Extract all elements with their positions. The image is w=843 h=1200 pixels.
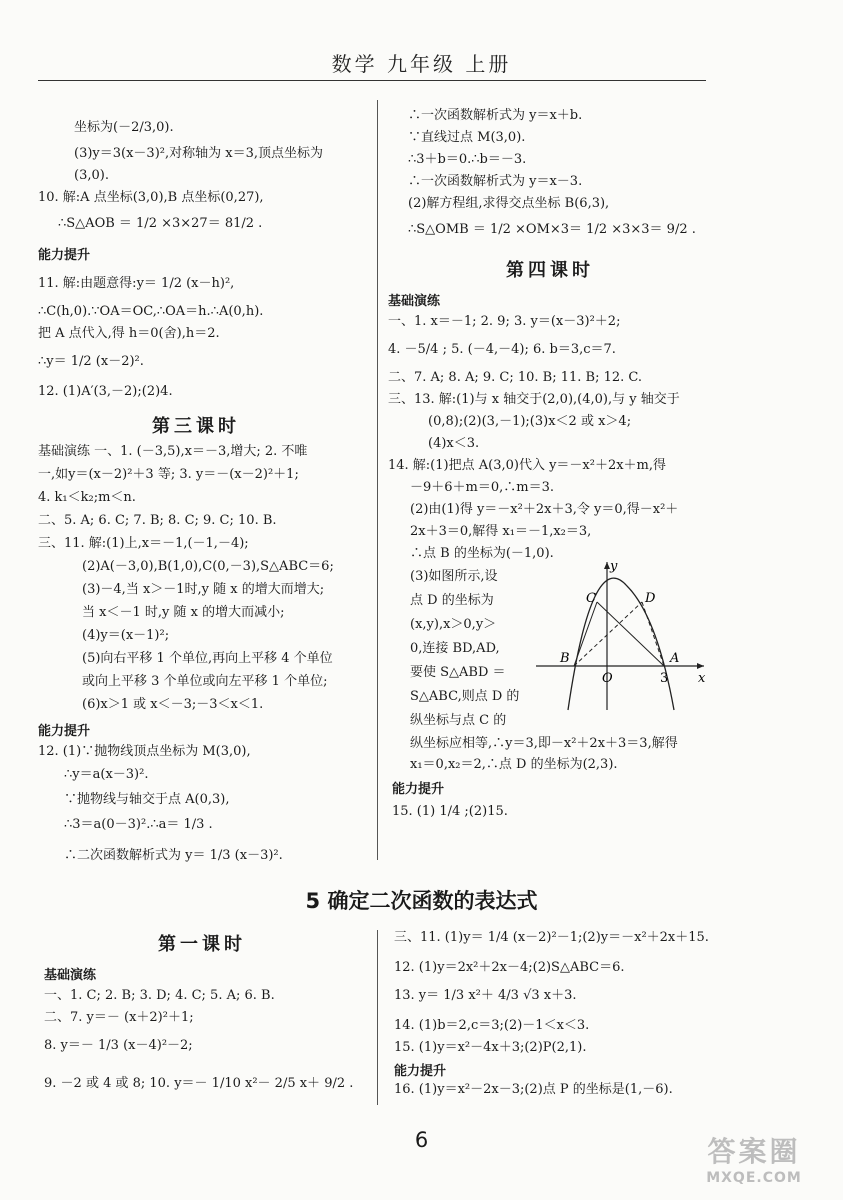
watermark-line-2: MXQE.COM bbox=[706, 1170, 802, 1186]
right-line-8: 4. －5/4 ; 5. (－4,－4); 6. b＝3,c＝7. bbox=[388, 342, 616, 357]
right-line-4: ∴一次函数解析式为 y＝x－3. bbox=[408, 174, 583, 189]
label-b: B bbox=[560, 651, 570, 666]
s5-left-line-3: 8. y＝－ 1/3 (x－4)²－2; bbox=[44, 1038, 193, 1053]
right-line-6: ∴S△OMB ＝ 1/2 ×OM×3＝ 1/2 ×3×3＝ 9/2 . bbox=[408, 222, 696, 237]
left-line-17: (3)－4,当 x＞－1时,y 随 x 的增大而增大; bbox=[82, 582, 325, 597]
s5-right-line-1: 三、11. (1)y＝ 1/4 (x－2)²－1;(2)y＝－x²＋2x＋15. bbox=[394, 930, 709, 945]
label-y: y bbox=[610, 559, 618, 574]
right-line-13: 14. 解:(1)把点 A(3,0)代入 y＝－x²＋2x＋m,得 bbox=[388, 458, 667, 473]
label-a: A bbox=[670, 651, 680, 666]
label-three: 3 bbox=[660, 671, 669, 686]
s5-left-line-1: 一、1. C; 2. B; 3. D; 4. C; 5. A; 6. B. bbox=[44, 988, 275, 1003]
left-line-27: ∴二次函数解析式为 y＝ 1/3 (x－3)². bbox=[64, 848, 283, 863]
right-line-11: (0,8);(2)(3,－1);(3)x＜2 或 x＞4; bbox=[428, 414, 632, 429]
page-header-title: 数学 九年级 上册 bbox=[331, 52, 512, 76]
right-line-21: 0,连接 BD,AD, bbox=[410, 641, 500, 656]
segment-da bbox=[642, 602, 664, 666]
left-line-1: 坐标为(－2/3,0). bbox=[74, 120, 174, 135]
left-line-14: 二、5. A; 6. C; 7. B; 8. C; 9. C; 10. B. bbox=[38, 513, 277, 528]
page-number: 6 bbox=[414, 1128, 429, 1152]
header-rule bbox=[38, 80, 706, 81]
section5-left-sub: 基础演练 bbox=[44, 968, 97, 983]
right-line-15: (2)由(1)得 y＝－x²＋2x＋3,令 y＝0,得－x²＋ bbox=[410, 502, 679, 517]
label-o: O bbox=[602, 671, 613, 686]
s5-right-line-2: 12. (1)y＝2x²＋2x－4;(2)S△ABC＝6. bbox=[394, 960, 625, 975]
right-sub-basic: 基础演练 bbox=[388, 294, 441, 309]
label-x: x bbox=[698, 671, 706, 686]
left-line-8: 把 A 点代入,得 h＝0(舍),h＝2. bbox=[38, 326, 220, 341]
right-line-9: 二、7. A; 8. A; 9. C; 10. B; 11. B; 12. C. bbox=[388, 370, 643, 385]
right-line-10: 三、13. 解:(1)与 x 轴交于(2,0),(4,0),与 y 轴交于 bbox=[388, 392, 680, 407]
watermark-line-1: 答案圈 bbox=[707, 1135, 801, 1168]
right-line-20: (x,y),x＞0,y＞ bbox=[410, 617, 497, 632]
left-line-3: (3,0). bbox=[74, 168, 109, 183]
heading-first-lesson: 第一课时 bbox=[158, 934, 246, 955]
parabola-figure bbox=[532, 556, 712, 716]
left-line-18: 当 x＜－1 时,y 随 x 的增大而减小; bbox=[82, 605, 285, 620]
left-line-19: (4)y＝(x－1)²; bbox=[82, 628, 170, 643]
parabola-curve bbox=[568, 578, 674, 710]
right-line-22: 要使 S△ABD ＝ bbox=[410, 665, 506, 680]
left-line-6: 11. 解:由题意得:y＝ 1/2 (x－h)², bbox=[38, 276, 235, 291]
left-line-26: ∴3＝a(0－3)².∴a＝ 1/3 . bbox=[64, 817, 213, 832]
left-line-10: 12. (1)A′(3,－2);(2)4. bbox=[38, 384, 173, 399]
left-line-4: 10. 解:A 点坐标(3,0),B 点坐标(0,27), bbox=[38, 190, 264, 205]
s5-left-line-4: 9. －2 或 4 或 8; 10. y＝－ 1/10 x²－ 2/5 x＋ 9/2 . bbox=[44, 1076, 354, 1091]
right-sub-ability: 能力提升 bbox=[392, 782, 445, 797]
left-line-9: ∴y＝ 1/2 (x－2)². bbox=[38, 354, 144, 369]
label-d: D bbox=[645, 591, 656, 606]
heading-fourth-lesson: 第四课时 bbox=[506, 260, 594, 281]
right-line-2: ∵直线过点 M(3,0). bbox=[408, 130, 526, 145]
left-line-15: 三、11. 解:(1)上,x＝－1,(－1,－4); bbox=[38, 536, 249, 551]
right-line-17: ∴点 B 的坐标为(－1,0). bbox=[410, 546, 554, 561]
right-line-19: 点 D 的坐标为 bbox=[410, 593, 494, 608]
left-line-16: (2)A(－3,0),B(1,0),C(0,－3),S△ABC＝6; bbox=[82, 559, 334, 574]
heading-third-lesson: 第三课时 bbox=[152, 416, 240, 437]
right-line-16: 2x＋3＝0,解得 x₁＝－1,x₂＝3, bbox=[410, 524, 592, 539]
right-line-3: ∴3＋b＝0.∴b＝－3. bbox=[408, 152, 527, 167]
s5-right-line-3: 13. y＝ 1/3 x²＋ 4/3 √3 x＋3. bbox=[394, 988, 577, 1003]
s5-right-line-6: 16. (1)y＝x²－2x－3;(2)点 P 的坐标是(1,－6). bbox=[394, 1082, 673, 1097]
column-divider-bottom bbox=[377, 930, 378, 1105]
left-line-5: ∴S△AOB ＝ 1/2 ×3×27＝ 81/2 . bbox=[58, 216, 263, 231]
section5-right-sub: 能力提升 bbox=[394, 1064, 447, 1079]
left-sub-ability: 能力提升 bbox=[38, 248, 91, 263]
left-line-20: (5)向右平移 1 个单位,再向上平移 4 个单位 bbox=[82, 651, 333, 666]
label-c: C bbox=[586, 591, 596, 606]
right-line-27: 15. (1) 1/4 ;(2)15. bbox=[392, 804, 508, 819]
s5-left-line-2: 二、7. y＝－ (x＋2)²＋1; bbox=[44, 1010, 194, 1025]
right-line-23: S△ABC,则点 D 的 bbox=[410, 689, 520, 704]
right-line-1: ∴一次函数解析式为 y＝x＋b. bbox=[408, 108, 583, 123]
left-line-12: 一,如y＝(x－2)²＋3 等; 3. y＝－(x－2)²＋1; bbox=[38, 467, 299, 482]
right-line-12: (4)x＜3. bbox=[428, 436, 480, 451]
watermark-logo bbox=[679, 1130, 829, 1192]
left-line-25: ∵抛物线与轴交于点 A(0,3), bbox=[64, 792, 230, 807]
right-line-5: (2)解方程组,求得交点坐标 B(6,3), bbox=[408, 196, 610, 211]
x-axis-arrow bbox=[697, 663, 704, 669]
right-line-7: 一、1. x＝－1; 2. 9; 3. y＝(x－3)²＋2; bbox=[388, 314, 621, 329]
section-5-title: 5 确定二次函数的表达式 bbox=[305, 889, 538, 913]
left-line-23: 12. (1)∵抛物线顶点坐标为 M(3,0), bbox=[38, 744, 251, 759]
segment-bc bbox=[574, 602, 597, 666]
right-line-24: 纵坐标与点 C 的 bbox=[410, 713, 507, 728]
column-divider-top bbox=[377, 100, 378, 860]
left-line-7: ∴C(h,0).∵OA＝OC,∴OA＝h.∴A(0,h). bbox=[38, 304, 264, 319]
left-line-22: (6)x＞1 或 x＜－3;－3＜x＜1. bbox=[82, 697, 264, 712]
s5-right-line-4: 14. (1)b＝2,c＝3;(2)－1＜x＜3. bbox=[394, 1018, 590, 1033]
right-line-14: －9＋6＋m＝0,∴m＝3. bbox=[410, 480, 555, 495]
left-line-11: 基础演练 一、1. (－3,5),x＝－3,增大; 2. 不唯 bbox=[38, 444, 308, 459]
left-line-21: 或向上平移 3 个单位或向左平移 1 个单位; bbox=[82, 674, 328, 689]
right-line-26: x₁＝0,x₂＝2,∴点 D 的坐标为(2,3). bbox=[410, 757, 618, 772]
segment-bd bbox=[574, 602, 642, 666]
left-sub-ability-2: 能力提升 bbox=[38, 724, 91, 739]
s5-right-line-5: 15. (1)y＝x²－4x＋3;(2)P(2,1). bbox=[394, 1040, 587, 1055]
left-line-13: 4. k₁＜k₂;m＜n. bbox=[38, 490, 136, 505]
left-line-24: ∴y＝a(x－3)². bbox=[64, 767, 149, 782]
right-line-18: (3)如图所示,设 bbox=[410, 569, 498, 584]
left-line-2: (3)y＝3(x－3)²,对称轴为 x＝3,顶点坐标为 bbox=[74, 146, 323, 161]
right-line-25: 纵坐标应相等,∴y＝3,即－x²＋2x＋3＝3,解得 bbox=[410, 736, 678, 751]
